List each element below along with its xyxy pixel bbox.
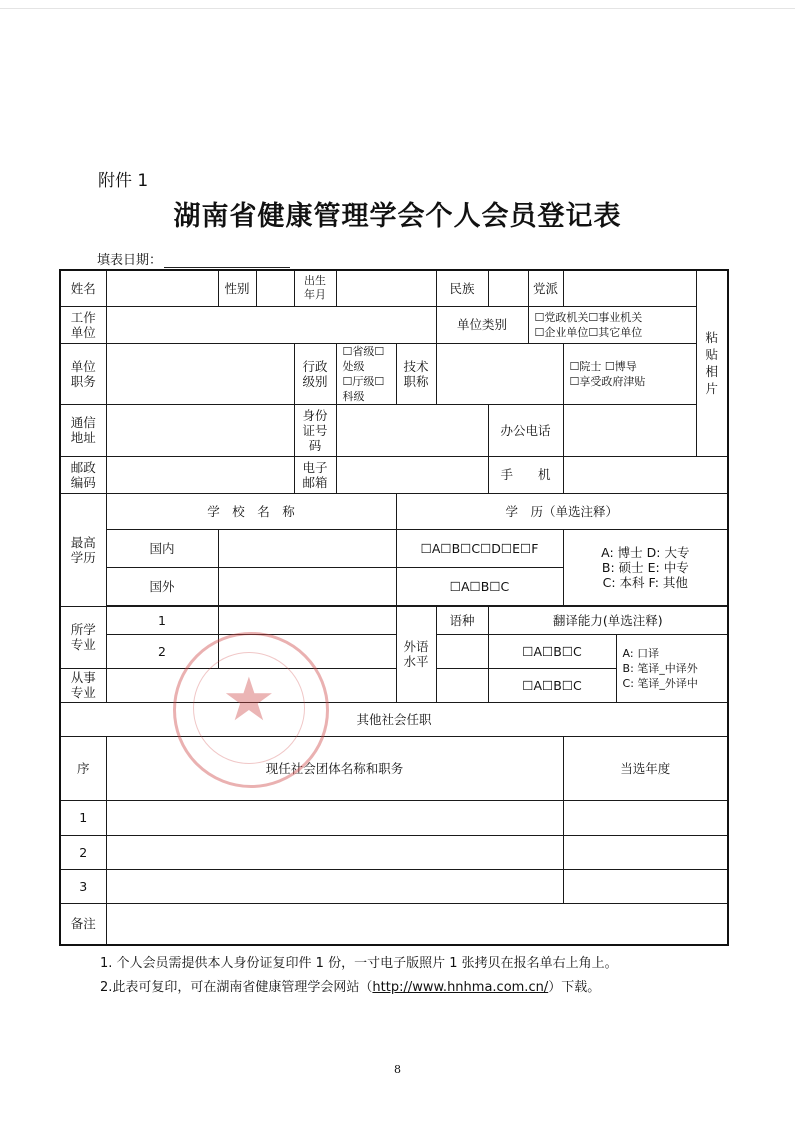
gender-field[interactable] (256, 270, 294, 306)
name-label: 姓名 (60, 270, 106, 306)
id-card-field[interactable] (336, 404, 488, 456)
language-label-text: 外语水平 (403, 639, 429, 669)
ability-legend-line-2: B: 笔译_中译外 (622, 661, 698, 675)
id-card-label (294, 404, 336, 456)
posts-row-3-number: 3 (60, 869, 106, 903)
scan-edge-line (0, 8, 795, 9)
major-label (60, 606, 106, 668)
office-phone-field[interactable] (563, 404, 696, 456)
party-label: 党派 (528, 270, 563, 306)
posts-row-2-number: 2 (60, 835, 106, 869)
engaged-major-label (60, 668, 106, 702)
tech-title-label (396, 343, 436, 404)
language-header: 语种 (436, 606, 488, 634)
ability-legend (616, 634, 728, 702)
note-line-2-suffix: ）下载。 (548, 980, 601, 995)
ability-1-options[interactable]: ☐A☐B☐C (488, 634, 616, 668)
domestic-degree-options[interactable]: ☐A☐B☐C☐D☐E☐F (396, 529, 563, 567)
posts-row-2-name-field[interactable] (106, 835, 563, 869)
note-line-1: 1. 个人会员需提供本人身份证复印件 1 份，一寸电子版照片 1 张拷贝在报名单右上角上。 (100, 956, 618, 971)
remarks-field[interactable] (106, 903, 728, 945)
posts-row-3-name-field[interactable] (106, 869, 563, 903)
unit-position-field[interactable] (106, 343, 294, 404)
note-line-2-prefix: 2.此表可复印，可在湖南省健康管理学会网站（ (100, 980, 373, 995)
posts-row-1-number: 1 (60, 800, 106, 835)
posts-row-3-year-field[interactable] (563, 869, 728, 903)
ethnicity-field[interactable] (488, 270, 528, 306)
posts-row-2-year-field[interactable] (563, 835, 728, 869)
posts-year-header: 当选年度 (563, 736, 728, 800)
photo-label: 粘贴相片 (705, 330, 719, 397)
postcode-label-text: 邮政编码 (70, 459, 96, 490)
fill-date-label: 填表日期： (97, 253, 163, 268)
unit-type-label: 单位类别 (436, 306, 528, 343)
admin-level-label-text: 行政级别 (302, 358, 328, 389)
education-label-text: 最高学历 (70, 534, 96, 565)
ability-legend-line-3: C: 笔译_外译中 (622, 676, 698, 690)
name-field[interactable] (106, 270, 218, 306)
address-label (60, 404, 106, 456)
tech-title-field[interactable] (436, 343, 563, 404)
mobile-field[interactable] (563, 456, 728, 493)
photo-area[interactable] (696, 270, 728, 456)
education-label (60, 493, 106, 606)
work-unit-field[interactable] (106, 306, 436, 343)
honor-options[interactable] (563, 343, 696, 404)
id-card-label-text: 身份证号码 (302, 407, 328, 453)
office-phone-label: 办公电话 (488, 404, 563, 456)
remarks-label: 备注 (60, 903, 106, 945)
ability-2-options[interactable]: ☐A☐B☐C (488, 668, 616, 702)
website-link[interactable]: http://www.hnhma.com.cn/ (372, 980, 549, 995)
language-1-field[interactable] (436, 634, 488, 668)
address-field[interactable] (106, 404, 294, 456)
other-posts-title: 其他社会任职 (60, 702, 728, 736)
foreign-label: 国外 (106, 567, 218, 605)
fill-date-field[interactable] (164, 253, 290, 268)
degree-legend-line-1: A: 博士 D: 大专 (601, 544, 690, 560)
posts-row-1-name-field[interactable] (106, 800, 563, 835)
email-label-text: 电子邮箱 (302, 459, 328, 490)
domestic-label: 国内 (106, 529, 218, 567)
address-label-text: 通信地址 (70, 415, 96, 445)
major-row-2-number: 2 (106, 634, 218, 668)
registration-form (59, 269, 729, 946)
degree-legend-line-3: C: 本科 F: 其他 (602, 574, 688, 590)
page-number: 8 (394, 1063, 401, 1076)
gender-label: 性别 (218, 270, 256, 306)
email-label (294, 456, 336, 493)
domestic-school-field[interactable] (218, 529, 396, 567)
language-label (396, 606, 436, 702)
seal-star-icon: ★ (222, 665, 276, 735)
degree-header: 学 历（单选注释） (396, 493, 728, 529)
honor-option-row-2[interactable]: ☐享受政府津贴 (569, 374, 646, 388)
unit-position-label-text: 单位职务 (70, 358, 96, 389)
ability-legend-line-1: A: 口译 (622, 646, 660, 660)
engaged-major-label-text: 从事专业 (70, 670, 96, 700)
annex-label: 附件 1 (98, 171, 149, 191)
ethnicity-label: 民族 (436, 270, 488, 306)
birth-field[interactable] (336, 270, 436, 306)
unit-type-option-row-1[interactable]: ☐党政机关☐事业机关 (534, 310, 643, 324)
admin-level-options[interactable] (336, 343, 396, 404)
note-line-2 (100, 976, 618, 1000)
birth-label-text: 出生年月 (304, 274, 327, 302)
admin-level-option-row-1[interactable]: ☐省级☐处级 (342, 344, 385, 373)
degree-legend-line-2: B: 硕士 E: 中专 (601, 559, 689, 575)
unit-type-option-row-2[interactable]: ☐企业单位☐其它单位 (534, 325, 643, 339)
major-label-text: 所学专业 (70, 622, 96, 652)
posts-row-1-year-field[interactable] (563, 800, 728, 835)
postcode-field[interactable] (106, 456, 294, 493)
notes (100, 952, 618, 1000)
admin-level-option-row-2[interactable]: ☐厅级☐科级 (342, 374, 385, 403)
honor-option-row-1[interactable]: ☐院士 ☐博导 (569, 359, 637, 373)
unit-type-options[interactable] (528, 306, 696, 343)
work-unit-label (60, 306, 106, 343)
ability-header: 翻译能力(单选注释) (488, 606, 728, 634)
major-row-1-field[interactable] (218, 606, 396, 634)
admin-level-label (294, 343, 336, 404)
foreign-degree-options[interactable]: ☐A☐B☐C (396, 567, 563, 605)
posts-name-header: 现任社会团体名称和职务 (106, 736, 563, 800)
party-field[interactable] (563, 270, 696, 306)
school-header: 学 校 名 称 (106, 493, 396, 529)
birth-label (294, 270, 336, 306)
work-unit-label-text: 工作单位 (70, 309, 96, 340)
foreign-school-field[interactable] (218, 567, 396, 605)
unit-position-label (60, 343, 106, 404)
degree-legend (563, 529, 728, 605)
tech-title-label-text: 技术职称 (403, 358, 429, 389)
mobile-label: 手 机 (488, 456, 563, 493)
fill-date (97, 249, 290, 268)
postcode-label (60, 456, 106, 493)
major-row-1-number: 1 (106, 606, 218, 634)
page-title: 湖南省健康管理学会个人会员登记表 (173, 201, 622, 232)
email-field[interactable] (336, 456, 488, 493)
posts-seq-header: 序 (60, 736, 106, 800)
language-2-field[interactable] (436, 668, 488, 702)
